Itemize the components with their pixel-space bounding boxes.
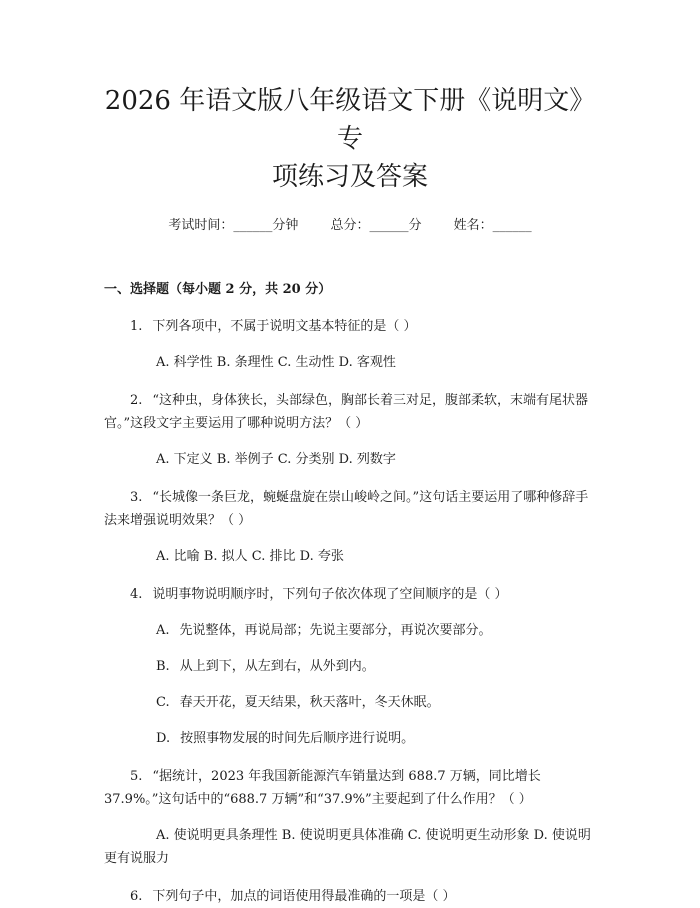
question-text: 说明事物说明顺序时，下列句子依次体现了空间顺序的是（ ） <box>152 587 508 602</box>
question-number: 6. <box>130 889 143 904</box>
question-4-option-c <box>104 691 596 714</box>
question-number: 2. <box>130 393 143 408</box>
question-5 <box>104 765 596 811</box>
option-text: 从上到下，从左到右，从外到内。 <box>179 659 375 674</box>
exam-time-field: 考试时间：______分钟 <box>168 218 299 233</box>
question-3 <box>104 486 596 532</box>
option-label: B. <box>156 659 170 674</box>
question-2-options: A. 下定义 B. 举例子 C. 分类别 D. 列数字 <box>156 452 396 467</box>
question-number: 1. <box>130 319 143 334</box>
option-text: 先说整体，再说局部；先说主要部分，再说次要部分。 <box>179 623 492 638</box>
question-5-options: A. 使说明更具条理性 B. 使说明更具体准确 C. 使说明更生动形象 D. 使说明更有说服力 <box>104 828 591 866</box>
question-2 <box>104 389 596 435</box>
exam-info <box>104 216 596 236</box>
question-text: 下列各项中，不属于说明文基本特征的是（ ） <box>152 319 417 334</box>
question-number: 5. <box>130 769 143 784</box>
option-label: D. <box>156 731 171 746</box>
option-label: C. <box>156 695 170 710</box>
question-3-options: A. 比喻 B. 拟人 C. 排比 D. 夸张 <box>156 549 344 564</box>
question-text: “据统计，2023 年我国新能源汽车销量达到 688.7 万辆，同比增长 37.9%。”这句话中的“688.7 万辆”和“37.9%”主要起到了什么作用？（ ） <box>104 769 541 807</box>
question-4-option-d <box>104 727 596 750</box>
question-4-option-b <box>104 655 596 678</box>
question-1-options: A. 科学性 B. 条理性 C. 生动性 D. 客观性 <box>156 355 396 370</box>
question-text: “长城像一条巨龙，蜿蜒盘旋在崇山峻岭之间。”这句话主要运用了哪种修辞手法来增强说明效果？（ ） <box>104 490 589 528</box>
question-text: “这种虫，身体狭长，头部绿色，胸部长着三对足，腹部柔软，末端有尾状器官。”这段文字主要运用了哪种说明方法？（ ） <box>104 393 589 431</box>
question-text: 下列句子中，加点的词语使用得最准确的一项是（ ） <box>152 889 456 904</box>
document-title <box>104 0 596 196</box>
title-line-2: 项练习及答案 <box>271 162 428 192</box>
question-number: 4. <box>130 587 143 602</box>
option-text: 按照事物发展的时间先后顺序进行说明。 <box>180 731 415 746</box>
student-name-field: 姓名：______ <box>453 218 532 233</box>
section-heading: 一、选择题（每小题 2 分，共 20 分） <box>104 282 332 297</box>
question-4 <box>104 583 596 606</box>
question-1 <box>104 315 596 338</box>
question-4-option-a <box>104 619 596 642</box>
title-line-1: 2026 年语文版八年级语文下册《说明文》专 <box>104 86 596 154</box>
option-label: A. <box>156 623 170 638</box>
option-text: 春天开花，夏天结果，秋天落叶，冬天休眠。 <box>179 695 440 710</box>
question-number: 3. <box>130 490 143 505</box>
total-score-field: 总分：______分 <box>330 218 422 233</box>
